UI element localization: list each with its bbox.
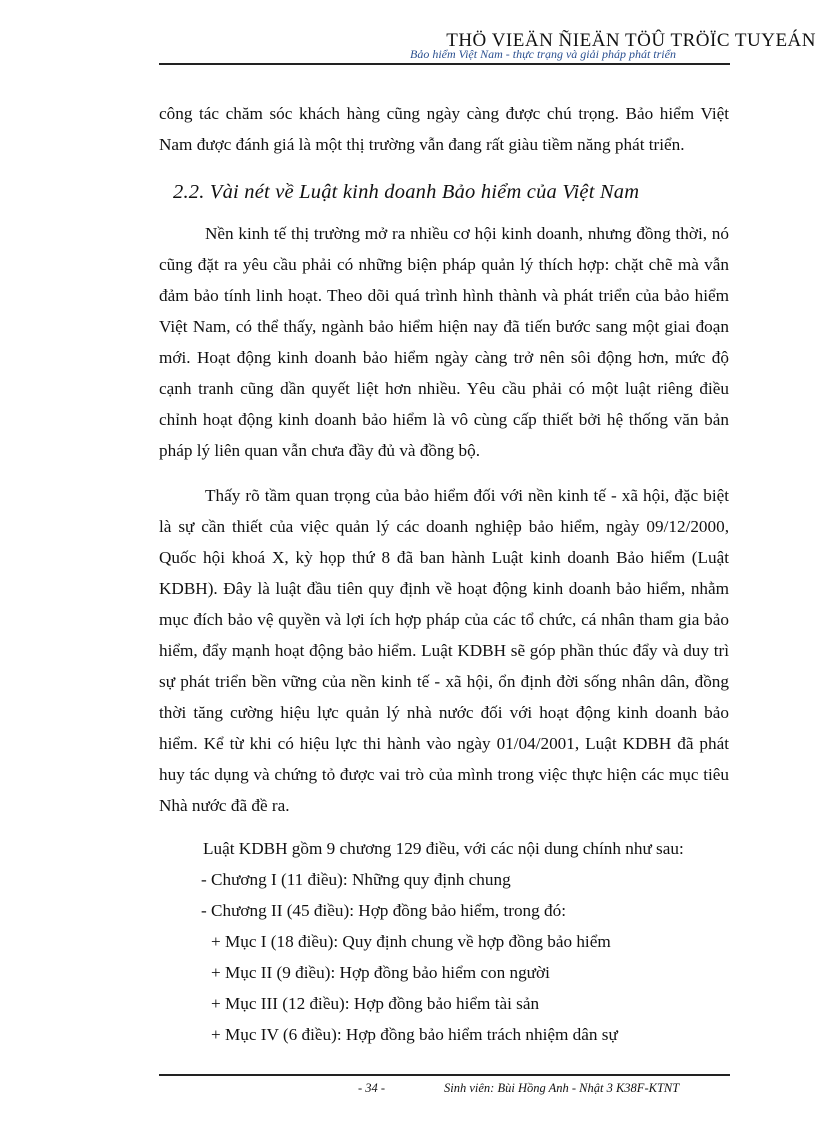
document-body xyxy=(159,98,729,1050)
section-item: + Mục IV (6 điều): Hợp đồng bảo hiểm trách nhiệm dân sự xyxy=(211,1025,618,1044)
law-structure-list xyxy=(159,833,729,1050)
intro-paragraph: công tác chăm sóc khách hàng cũng ngày càng được chú trọng. Bảo hiểm Việt Nam được đánh giá là một thị trường vẫn đang rất giàu tiềm năng phát triển. xyxy=(159,104,729,154)
header-divider xyxy=(159,63,730,65)
chapter-item: - Chương I (11 điều): Những quy định chung xyxy=(201,870,511,889)
section-item: + Mục III (12 điều): Hợp đồng bảo hiểm tài sản xyxy=(211,994,540,1013)
section-title: 2.2. Vài nét về Luật kinh doanh Bảo hiểm của Việt Nam xyxy=(173,181,640,203)
footer-divider xyxy=(159,1074,730,1076)
library-watermark: THÖ VIEÄN ÑIEÄN TÖÛ TRÖÏC TUYEÁN xyxy=(446,30,816,51)
list-intro: Luật KDBH gồm 9 chương 129 điều, với các nội dung chính như sau: xyxy=(203,839,684,858)
section-item: + Mục II (9 điều): Hợp đồng bảo hiểm con người xyxy=(211,963,550,982)
section-item: + Mục I (18 điều): Quy định chung về hợp đồng bảo hiểm xyxy=(211,932,611,951)
paragraph-2: Thấy rõ tầm quan trọng của bảo hiểm đối với nền kinh tế - xã hội, đặc biệt là sự cần thiết của việc quản lý các doanh nghiệp bảo hiểm, ngày 09/12/2000, Quốc hội khoá X, kỳ họp thứ 8 đã ban hành Luật kinh doanh Bảo hiểm (Luật KDBH). Đây là luật đầu tiên quy định về hoạt động kinh doanh bảo hiểm, nhằm mục đích bảo vệ quyền và lợi ích hợp pháp của các tổ chức, cá nhân tham gia bảo hiểm, đẩy mạnh hoạt động bảo hiểm. Luật KDBH sẽ góp phần thúc đẩy và duy trì sự phát triển bền vững của nền kinh tế - xã hội, ổn định đời sống nhân dân, đồng thời tăng cường hiệu lực quản lý nhà nước đối với hoạt động kinh doanh bảo hiểm. Kể từ khi có hiệu lực thi hành vào ngày 01/04/2001, Luật KDBH đã phát huy tác dụng và chứng tỏ được vai trò của mình trong việc thực hiện các mục tiêu Nhà nước đã đề ra. xyxy=(159,486,729,815)
page-number: - 34 - xyxy=(358,1081,386,1095)
student-credit: Sinh viên: Bùi Hồng Anh - Nhật 3 K38F-KTNT xyxy=(444,1081,680,1095)
running-title: Bảo hiểm Việt Nam - thực trạng và giải pháp phát triển xyxy=(410,47,676,61)
paragraph-1: Nền kinh tế thị trường mở ra nhiều cơ hội kinh doanh, nhưng đồng thời, nó cũng đặt ra yêu cầu phải có những biện pháp quản lý thích hợp: chặt chẽ mà vẫn đảm bảo tính linh hoạt. Theo dõi quá trình hình thành và phát triển của bảo hiểm Việt Nam, có thể thấy, ngành bảo hiểm hiện nay đã tiến bước sang một giai đoạn mới. Hoạt động kinh doanh bảo hiểm ngày càng trở nên sôi động hơn, mức độ cạnh tranh cũng dần quyết liệt hơn nhiều. Yêu cầu phải có một luật riêng điều chỉnh hoạt động kinh doanh bảo hiểm là vô cùng cấp thiết bởi hệ thống văn bản pháp lý liên quan vẫn chưa đầy đủ và đồng bộ. xyxy=(159,224,729,460)
chapter-item: - Chương II (45 điều): Hợp đồng bảo hiểm, trong đó: xyxy=(201,901,566,920)
